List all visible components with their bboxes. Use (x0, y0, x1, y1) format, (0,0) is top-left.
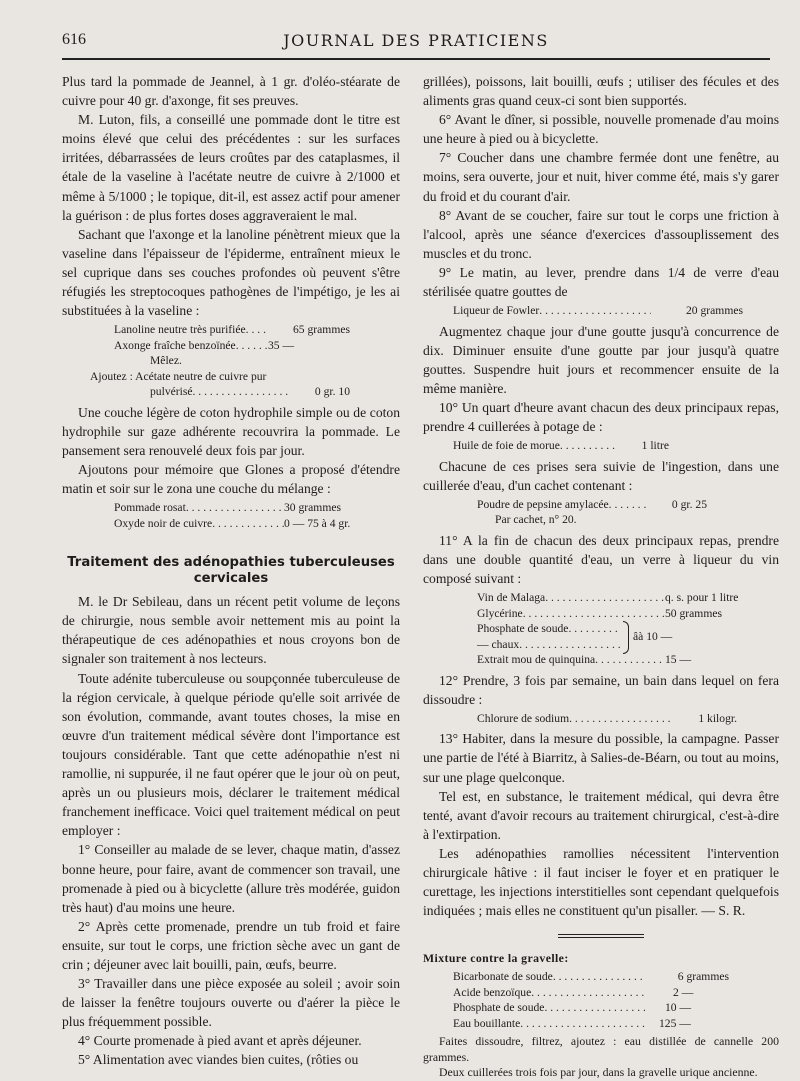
formula-brace-group (477, 621, 777, 652)
formula-fowler (423, 303, 779, 319)
left-column (62, 72, 400, 1070)
list-item: 13° Habiter, dans la mesure du possible, la campagne. Passer une partie de l'été à Biarritz, à Salies-de-Béarn, ou tout au moins, sur une plage quelconque. (423, 731, 779, 785)
section-title: Traitement des adénopathies tuberculeuses cervicales (67, 555, 395, 587)
list-item: 8° Avant de se coucher, faire sur tout le corps une friction à l'alcool, après une séance d'exercices d'assouplissement des muscles et du tronc. (423, 207, 779, 261)
mixture-title: Mixture contre la gravelle: (423, 951, 569, 966)
formula-row: Liqueur de Fowler . . . 20 grammes (453, 303, 743, 319)
page-header (62, 31, 770, 57)
formula-row: pulvérisé . . . 0 gr. 10 (114, 384, 350, 400)
paragraph: Chacune de ces prises sera suivie de l'ingestion, dans une cuillerée d'eau, d'un cachet contenant : (423, 458, 779, 493)
paragraph: M. le Dr Sebileau, dans un récent petit volume de leçons de chirurgie, nous semble avoir nettement mis au point la thérapeutique de ces adénopathies et nous croyons bon de signaler son traitement à nos lecteurs. (62, 594, 400, 667)
formula-row: Chlorure de sodium . . . 1 kilogr. (477, 711, 737, 727)
list-item: 7° Coucher dans une chambre fermée dont une fenêtre, au moins, sera ouverte, jour et nuit, hiver comme été, mais s'y garer du froid et du courant d'air. (423, 150, 779, 204)
formula-gravelle (423, 969, 779, 1031)
list-item: 10° Un quart d'heure avant chacun des deux principaux repas, prendre 4 cuillerées à potage de : (423, 400, 779, 435)
section-divider (423, 924, 779, 943)
mixture-instruction: Faites dissoudre, filtrez, ajoutez : eau distillée de cannelle 200 grammes. (423, 1034, 779, 1064)
paragraph: Une couche légère de coton hydrophile simple ou de coton hydrophile sur gaze adhérente recouvrira la pommade. Le pansement sera renouvelé deux fois par jour. (62, 404, 400, 458)
paragraph: grillées), poissons, lait bouilli, œufs ; utiliser des fécules et des aliments gras quand ceux-ci sont bien supportés. (423, 74, 779, 109)
formula-row: Oxyde noir de cuivre . . . 0 — 75 à 4 gr. (114, 516, 384, 532)
formula-pepsine (423, 497, 779, 528)
formula-instruction: Par cachet, n° 20. (495, 513, 577, 527)
list-item: 2° Après cette promenade, prendre un tub froid et faire ensuite, sur tout le corps, une friction sèche avec un gant de crin ; déjeuner avec lait bouilli, pain, œufs, beurre. (62, 918, 400, 972)
list-item: 4° Courte promenade à pied avant et après déjeuner. (78, 1033, 362, 1049)
formula-row: Glycérine . . . 50 grammes (477, 606, 777, 622)
list-item: 12° Prendre, 3 fois par semaine, un bain dans lequel on fera dissoudre : (423, 672, 779, 707)
header-rule (62, 58, 770, 60)
journal-title: JOURNAL DES PRATICIENS (283, 31, 549, 50)
brace-quantity: âà 10 — (633, 630, 673, 644)
formula-huile (423, 438, 779, 454)
paragraph: Toute adénite tuberculeuse ou soupçonnée tuberculeuse de la région cervicale, à quelque période qu'elle soit arrivée de son évolution, commande, avant toutes choses, la mise en œuvre d'un traitement médical sévère dont l'importance est toujours considérable. Tant que cette adénopathie n'est ni ramollie, ni suppurée, il ne faut opérer que le jour où on peut, après un ou plusieurs mois, déclarer le traitement médical franchement inefficace. Voici quel traitement médical on peut employer : (62, 670, 400, 839)
formula-row: Phosphate de soude . . . (477, 621, 621, 637)
formula-vin (423, 590, 779, 668)
paragraph: Sachant que l'axonge et la lanoline pénètrent mieux que la vaseline dans l'épaisseur de l'épiderme, entraînent mieux le sel cuprique dans ses couches profondes où peuvent s'être réfugiés les streptocoques pathogènes de l'impétigo, je les ai substituées à la vaseline : (62, 226, 400, 319)
formula-row: Huile de foie de morue . . . 1 litre (453, 438, 669, 454)
list-item: 3° Travailler dans une pièce exposée au soleil ; avoir soin de laisser la fenêtre toujours ouverte ou d'aérer la pièce le plus fréquemment possible. (62, 976, 400, 1030)
formula-row: Extrait mou de quinquina . . . 15 — (477, 652, 777, 668)
formula-row: Lanoline neutre très purifiée . . . 65 grammes (114, 322, 350, 338)
formula-row: Bicarbonate de soude . . . 6 grammes (453, 969, 729, 985)
formula-chlorure (423, 711, 779, 727)
formula-row: Eau bouillante . . . 125 — (453, 1016, 729, 1032)
formula-pommade (62, 500, 400, 531)
page-number: 616 (62, 31, 86, 48)
formula-row: — chaux . . . (477, 637, 621, 653)
paragraph: Augmentez chaque jour d'une goutte jusqu'à concurrence de dix. Diminuer ensuite d'une goutte par jour jusqu'à quatre gouttes. Suspendre huit jours et recommencer ensuite de la même manière. (423, 323, 779, 396)
paragraph: Ajoutons pour mémoire que Glones a proposé d'étendre matin et soir sur le zona une couche du mélange : (62, 462, 400, 497)
brace-mark (623, 621, 629, 654)
formula-row: Axonge fraîche benzoïnée . . . 35 — (114, 338, 350, 354)
formula-row: Phosphate de soude . . . 10 — (453, 1000, 729, 1016)
list-item: 9° Le matin, au lever, prendre dans 1/4 de verre d'eau stérilisée quatre gouttes de (423, 264, 779, 300)
formula-row: Acide benzoïque . . . 2 — (453, 985, 729, 1001)
paragraph: Tel est, en substance, le traitement médical, qui devra être tenté, avant d'avoir recours au traitement chirurgical, c'est-à-dire à l'extirpation. (423, 788, 779, 842)
paragraph: M. Luton, fils, a conseillé une pommade dont le titre est moins élevé que celui des précédentes : sur les surfaces irritées, débarrassées de leurs croûtes par des cataplasmes, il étale de la vaseline à l'acétate neutre de cuivre à 2/1000 et même à 5/1000 ; le topique, dit-il, est assez actif pour amener la guérison : de plus fortes doses aggraveraient le mal. (62, 112, 400, 223)
formula-instruction: Ajoutez : Acétate neutre de cuivre pur (90, 369, 267, 383)
formula-row: Vin de Malaga . . . q. s. pour 1 litre (477, 590, 777, 606)
list-item: 5° Alimentation avec viandes bien cuites, (rôties ou (78, 1052, 359, 1068)
formula-row: Poudre de pepsine amylacée . . . 0 gr. 25 (477, 497, 707, 513)
list-item: 6° Avant le dîner, si possible, nouvelle promenade d'au moins une heure à pied ou à bicyclette. (423, 112, 779, 147)
list-item: 11° A la fin de chacun des deux principaux repas, prendre dans une double quantité d'eau, un verre à liqueur du vin composé suivant : (423, 532, 779, 587)
paragraph: Plus tard la pommade de Jeannel, à 1 gr. d'oléo-stéarate de cuivre pour 40 gr. d'axonge, fit ses preuves. (62, 74, 400, 109)
formula-lanoline (62, 322, 400, 400)
formula-row: Pommade rosat . . . 30 grammes (114, 500, 384, 516)
list-item: 1° Conseiller au malade de se lever, chaque matin, d'assez bonne heure, pour faire, avant de commencer son travail, une promenade à pied ou à bicyclette (allure très modérée, guidon très haut) d'au moins une heure. (62, 842, 400, 915)
paragraph: Les adénopathies ramollies nécessitent l'intervention chirurgicale hâtive : il faut inciser le foyer et en pratiquer le curettage, les injections interstitielles sont cependant quelquefois indiquées ; mais elles ne constituent qu'un pisaller. — S. R. (423, 845, 779, 919)
mixture-dosage: Deux cuillerées trois fois par jour, dans la gravelle urique ancienne. (439, 1065, 758, 1080)
right-column (423, 72, 779, 1081)
formula-instruction: Mêlez. (150, 354, 182, 368)
